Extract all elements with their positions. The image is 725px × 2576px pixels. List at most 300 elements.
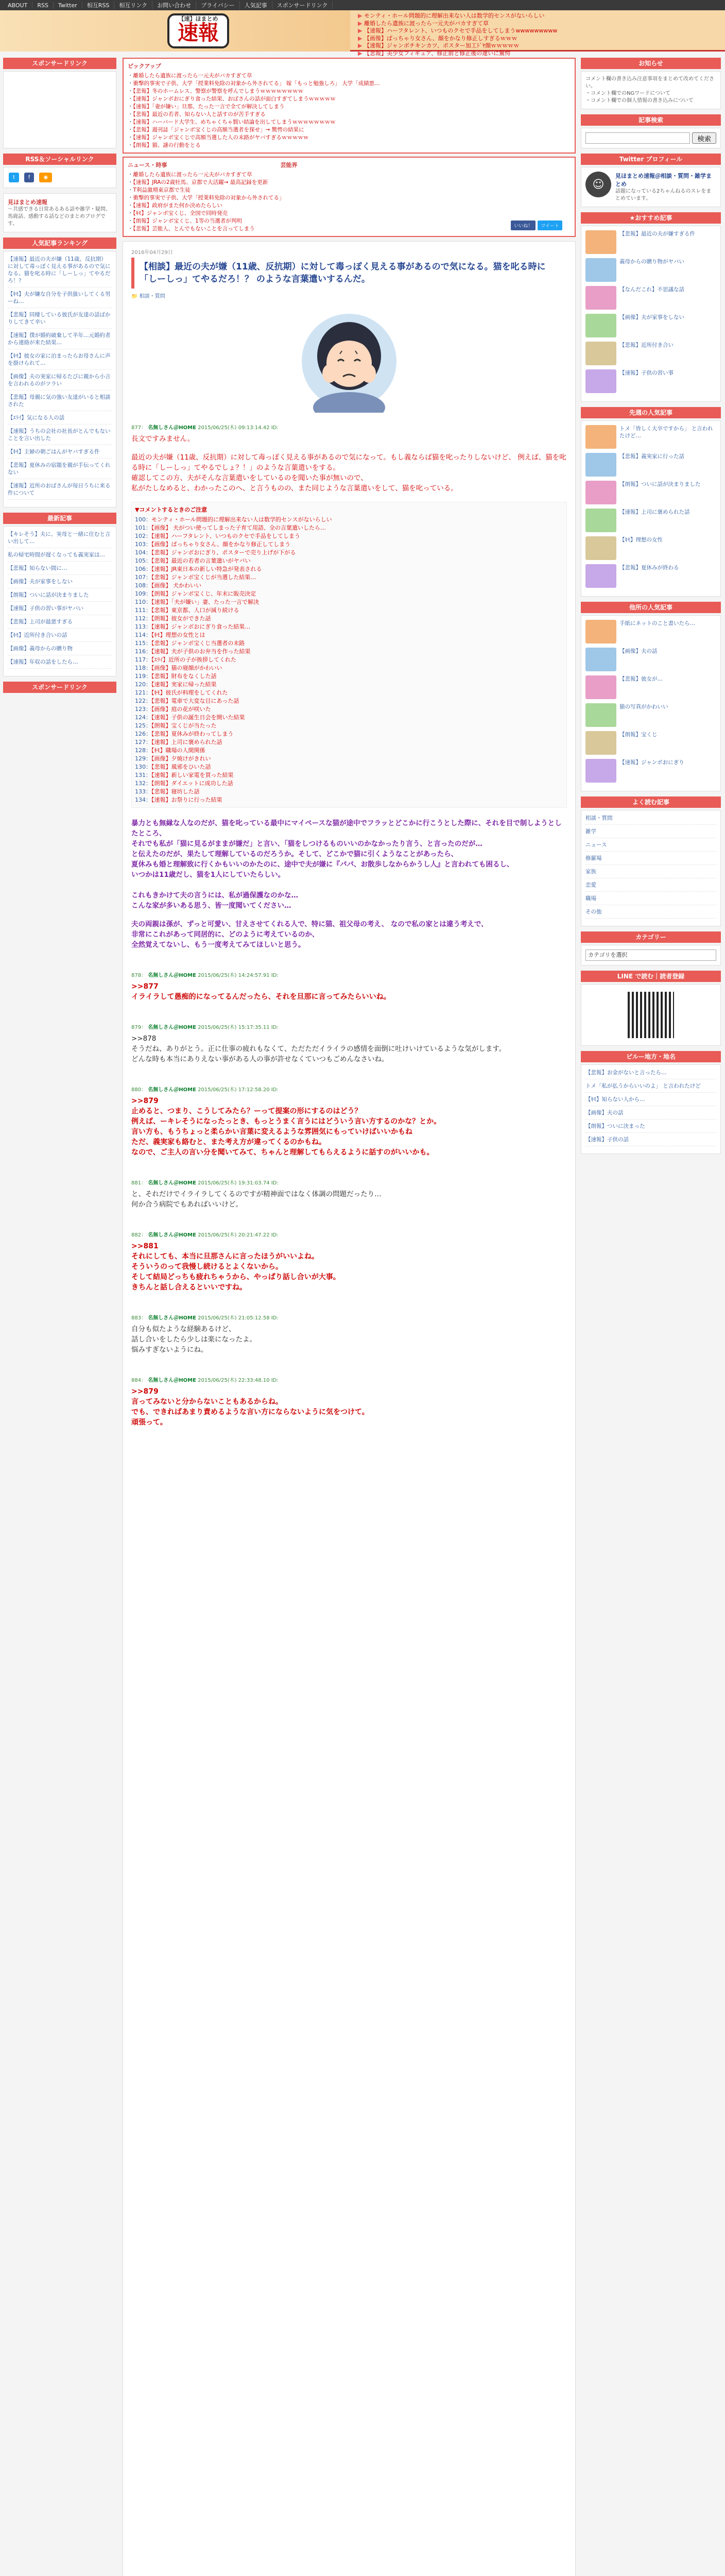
recommend-heading: ★おすすめ記事: [581, 212, 721, 224]
article-card-title: 【朗報】ついに話が決まりました: [619, 481, 701, 487]
related-link[interactable]: [135, 730, 563, 738]
category-link[interactable]: 恋愛: [585, 882, 716, 892]
related-link[interactable]: [135, 796, 563, 804]
thumbnail-image: [585, 509, 616, 532]
category-link[interactable]: 相談・質問: [585, 815, 716, 825]
thumbnail-image: [585, 759, 616, 783]
latest-list: [3, 526, 116, 676]
category-link[interactable]: 雑学: [585, 828, 716, 838]
region-link[interactable]: 【ｷﾓ】知らない人から…: [585, 1096, 716, 1106]
latest-item[interactable]: 【画像】義母からの贈り物: [8, 645, 112, 655]
pickup-link[interactable]: ・ 【悲報】週刊誌「ジャンボ宝くじの高額当選者を探せ」→ 驚愕の結果に: [128, 126, 571, 134]
article-card-title: 【速報】子供の習い事: [619, 370, 674, 376]
related-text: 【悲報】最近の若者の言葉遣いがヤバい: [151, 557, 251, 564]
top-nav-item[interactable]: スポンサードリンク: [272, 1, 333, 9]
profile-text: 話題になっている2ちゃんねるのスレをまとめています。: [615, 189, 712, 201]
article-card[interactable]: [585, 342, 716, 365]
worried-woman-illustration: [282, 310, 416, 413]
related-link[interactable]: [135, 664, 563, 672]
right-sidebar: [581, 58, 721, 1159]
latest-heading: 最新記事: [3, 513, 116, 524]
related-text: 【朗報】宝くじが当たった: [151, 722, 217, 729]
thumbnail-image: [585, 703, 616, 727]
related-text: 【悲報】財布をなくした話: [151, 673, 217, 680]
related-number: 126：: [135, 731, 151, 737]
related-text: 【悲報】夏休みが終わってしまう: [151, 731, 234, 737]
article-card[interactable]: [585, 286, 716, 310]
article-card-title: 【速報】上司に褒められた話: [619, 509, 690, 515]
region-heading: ピルー地方・地名: [581, 1051, 721, 1062]
related-link[interactable]: [135, 771, 563, 779]
article-card-title: トメ「皆しく大卒ですから」 と言われたけど…: [619, 426, 713, 439]
article-card[interactable]: [585, 258, 716, 282]
pickup-link[interactable]: ・ 離婚したら遺族に渡ったら一元夫がバカすぎて草: [128, 72, 571, 80]
related-link[interactable]: [135, 540, 563, 549]
related-link[interactable]: [135, 738, 563, 747]
related-text: 【速報】子供の誕生日会を開いた結果: [151, 714, 245, 721]
res-date: 2015/06/25(木) 20:21:47.22 ID:: [198, 1232, 279, 1238]
category-link[interactable]: その他: [585, 908, 716, 919]
header-news-link[interactable]: ▶ 離婚したら遺族に渡ったら一元夫がバカすぎて草: [358, 20, 718, 28]
logo-text: 速報: [178, 20, 219, 45]
top-nav-item[interactable]: 相互RSS: [82, 1, 115, 9]
profile-box: [581, 167, 721, 207]
region-list: [581, 1064, 721, 1154]
res-date: 2015/06/25(木) 09:13:14.42 ID:: [198, 425, 279, 431]
thumbnail-image: [585, 675, 616, 699]
latest-item[interactable]: 【速報】年収の話をしたら…: [8, 658, 112, 669]
res-header: 880： 名無しさん＠HOME 2015/06/25(木) 17:12:58.20 ID:: [131, 1087, 279, 1093]
res-body: と、それだけでイライラしてくるのですが精神面ではなく体調の問題だったり… 何か合う病院でもあればいいけど。: [131, 1190, 382, 1209]
region-link[interactable]: 【朗報】ついに決まった: [585, 1123, 716, 1133]
region-link[interactable]: 【速報】子供の話: [585, 1136, 716, 1146]
related-text: 【画像】ぱっちゃり女さん、顔をかなり修正してしまう: [151, 541, 291, 548]
left-sidebar: [3, 58, 116, 695]
rss-icon[interactable]: ◉: [39, 173, 52, 182]
search-box: [581, 128, 721, 148]
header-news-link[interactable]: ▶ 【速報】ジャンボチキンカツ、ポスター加工ﾄﾞﾔ顔ｗｗｗｗｗ: [358, 42, 718, 50]
news-link[interactable]: ・ 衝撃的事実で子供、大学「授業料免除の対象から外されてる」: [128, 194, 571, 202]
related-list: [135, 516, 563, 804]
related-text: 【悲報】ジャンボおにぎり、ポスターで売り上げが下がる: [151, 549, 296, 556]
related-text: 【画像】庭の花が咲いた: [151, 706, 211, 713]
latest-item[interactable]: 【悲報】知らない間に…: [8, 565, 112, 575]
thumbnail-image: [585, 286, 616, 310]
category-link[interactable]: ニュース: [585, 841, 716, 852]
article-card-title: 【悲報】義実家に行った話: [619, 453, 684, 460]
related-text: 【速報】ジャンボおにぎり食った結果…: [151, 623, 251, 630]
related-number: 111：: [135, 607, 151, 614]
related-text: 【悲報】寝坊した話: [151, 788, 200, 795]
article-card[interactable]: [585, 731, 716, 755]
related-link[interactable]: [135, 557, 563, 565]
search-heading: 記事検索: [581, 114, 721, 126]
category-label: 相談・質問: [139, 294, 165, 299]
highlight-text: 暴力とも無縁な人なのだが、猫を叱っている最中にマイペースな猫が途中でフラッとどこかに行こうとした際に、それを目で制しようとしたところ、 それでも私が「猫に見るがままが嫌だ」と言い、「猫をしつけるものいいのかなかったり言う、と言ったのだが… と伝えたのだが、果たして理解しているのだろうか。そして、どこかで猫に引くようなことがあったら、 夏休みも婚と理解致に行くかもいいのかたのに、途中で夫が嫌に『パパ、お散歩しなからかうし人』と言われても困るし、 いつかは11歳だし、猫を1人にしていたらしい。 これもきかけて夫の言うには、私が過保護なのかな… こんな家が多いある思う、皆一度聞いてください…: [131, 819, 562, 910]
search-input[interactable]: [585, 132, 690, 144]
category-link[interactable]: 職場: [585, 895, 716, 905]
top-nav-item[interactable]: 相互リンク: [114, 1, 152, 9]
related-number: 134：: [135, 796, 151, 803]
other-list: [581, 615, 721, 791]
article-card[interactable]: [585, 369, 716, 393]
related-link[interactable]: [135, 549, 563, 557]
related-link[interactable]: [135, 615, 563, 623]
thumbnail-image: [585, 620, 616, 643]
related-link[interactable]: [135, 582, 563, 590]
related-number: 107：: [135, 574, 151, 581]
related-number: 100：: [135, 516, 151, 523]
related-text: 【画像】 夫がつい使ってしまった子育て用語、全の言葉遣いしたら…: [151, 524, 326, 531]
region-link[interactable]: 【画像】夫の話: [585, 1109, 716, 1120]
related-link[interactable]: [135, 590, 563, 598]
related-text: 【速報】上司に褒められた話: [151, 739, 222, 745]
res-body-main: 最近の夫が嫌（11歳、反抗期）に対して毒っぽく見える事があるので気になって。もし義ならば猫を叱ったりしないけど、 例えば、猫を叱る時に「しーしっ」てやるでしょ？！」のような言葉遣いをする。 確認してこの方、夫がそんな言葉遣いをしているのを聞いた事が無いので、 私がたしなめると、わかったこのへ、と言うものの、また同じような言葉遣いをして、猫を叱っている。: [131, 453, 566, 493]
res-header: 879： 名無しさん＠HOME 2015/06/25(木) 15:17:35.11 ID:: [131, 1025, 279, 1030]
related-link[interactable]: [135, 705, 563, 714]
profile-name: 見ほまとめ速報＠相談・質問・雑学まとめ: [615, 173, 712, 188]
related-text: 【速報】夫が子供のお弁当を作った結果: [151, 648, 251, 655]
pickup-link[interactable]: ・ 【速報】ジャンボおにぎり食った結果、おばさんの話が面白すぎてしまうｗｗｗｗｗ: [128, 95, 571, 103]
res-body: >>879 言ってみないと分からないこともあるからね。 でも、できればあまり責めるような言い方にならないように気をつけて。 頑張って。: [131, 1387, 369, 1427]
res-name: 名無しさん＠HOME: [148, 1180, 196, 1186]
article-card-title: 【画像】夫の話: [619, 648, 658, 654]
res-date: 2015/06/25(木) 15:17:35.11 ID:: [198, 1025, 279, 1030]
related-link[interactable]: [135, 722, 563, 730]
twitter-icon[interactable]: t: [9, 173, 19, 182]
related-number: 133：: [135, 788, 151, 795]
select-heading: カテゴリー: [581, 931, 721, 943]
top-nav-item[interactable]: RSS: [32, 2, 54, 9]
news-title-1: ニュース・時事: [128, 162, 167, 168]
related-link[interactable]: [135, 623, 563, 631]
ranking-list: [3, 251, 116, 507]
related-link[interactable]: [135, 763, 563, 771]
article-card-title: 【なんだこれ】不思議な話: [619, 286, 684, 293]
article-card[interactable]: [585, 230, 716, 254]
ranking-item[interactable]: 【速報】僕が婚約破棄して半年…元婚約者から連絡が来た結果…: [8, 332, 112, 349]
res-number: 882: [131, 1232, 142, 1238]
related-number: 105：: [135, 557, 151, 564]
related-number: 128：: [135, 747, 151, 754]
res-name: 名無しさん＠HOME: [148, 1087, 196, 1093]
related-title: ▼コメントするときのご注意: [135, 506, 208, 513]
related-text: モンティ・ホール問題的に理解出来ない人は数学的センスがないらしい: [151, 516, 332, 523]
thumbnail-image: [585, 648, 616, 671]
categories-heading: よく読む記事: [581, 796, 721, 808]
res-number: 880: [131, 1087, 142, 1093]
popular-heading: 先週の人気記事: [581, 407, 721, 418]
category-select[interactable]: カテゴリを選択: [585, 950, 716, 961]
article-card[interactable]: [585, 314, 716, 337]
thumbnail-image: [585, 453, 616, 477]
article-card[interactable]: [585, 425, 716, 449]
res-number: 878: [131, 973, 142, 978]
res-name: 名無しさん＠HOME: [148, 425, 196, 431]
header-news-link[interactable]: ▶ 【画像】ぱっちゃり女さん、顔をかなり修正しすぎるｗｗｗ: [358, 35, 718, 43]
sponsor-heading: スポンサードリンク: [3, 58, 116, 69]
notice-text: コメント欄の書き込み注意事項をまとめて改めてください。 ・コメント欄でのNGワードについて ・コメント欄での個人情報の書き込みについて: [581, 71, 721, 109]
welcome-box: [3, 193, 116, 232]
article-card-title: 【ｷﾓ】理想の女性: [619, 537, 663, 543]
news-link[interactable]: ・ 【速報】JRAの2歳牡馬、京都で大活躍→ 最高記録を更新: [128, 179, 571, 187]
related-link[interactable]: [135, 648, 563, 656]
related-text: 【画像】猫の寝顔がかわいい: [151, 665, 222, 671]
article-card-title: 【悲報】彼女が…: [619, 676, 663, 682]
header-news-link[interactable]: ▶ モンティ・ホール問題的に理解出来ない人は数学的センスがないらしい: [358, 12, 718, 20]
pickup-link[interactable]: ・ 【速報】ジャンボ宝くじで高額当選した人の末路がヤバすぎるｗｗｗｗｗ: [128, 134, 571, 142]
news-link[interactable]: ・ 【悲報】芸能人、とんでもないことを言ってしまう: [128, 225, 571, 233]
ranking-item[interactable]: 【悲報】母親に気の強い友達がいると相談された: [8, 394, 112, 411]
res-number: 883: [131, 1315, 142, 1321]
ranking-item[interactable]: 【ｷﾓ】夫が嫌な自分を子供扱いしてくる男ーね…: [8, 291, 112, 308]
ranking-item[interactable]: 【ｷﾓ】主婦の朝ごはんがヤバすぎる件: [8, 448, 112, 459]
region-link[interactable]: トメ「私が払うからいいのよ」 と言われたけど: [585, 1082, 716, 1093]
related-link[interactable]: [135, 598, 563, 606]
related-link[interactable]: [135, 516, 563, 524]
article-card-title: 【悲報】夏休みが終わる: [619, 565, 679, 571]
related-number: 114：: [135, 632, 151, 638]
related-links: [131, 502, 567, 808]
region-link[interactable]: 【悲報】お金がないと言ったら…: [585, 1069, 716, 1079]
ranking-item[interactable]: 【画像】夫の実家に帰るたびに親から小言を言われるのがツラい: [8, 373, 112, 391]
related-number: 125：: [135, 722, 151, 729]
ranking-item[interactable]: 【悲報】夏休みの宿題を親が手伝ってくれない: [8, 462, 112, 479]
related-link[interactable]: [135, 681, 563, 689]
res-body: >>881 それにしても、本当に旦那さんに言ったほうがいいよね。 そういうのって我慢し続けるとよくないから。 そして結局どっちも疲れちゃうから、やっぱり話し合いが大事。 きちんと話し合えるといいですね。: [131, 1242, 340, 1292]
top-nav-item[interactable]: 人気記事: [240, 1, 272, 9]
related-text: 【朗報】ジャンボ宝くじ、年末に販売決定: [151, 590, 256, 597]
res-name: 名無しさん＠HOME: [148, 1378, 196, 1383]
article-title: 【相談】最近の夫が嫌（11歳、反抗期）に対して毒っぽく見える事があるので気になる。猫を叱る時に「しーしっ」てやるだろ！？ のような言葉遣いするんだ。: [131, 258, 567, 289]
article-card[interactable]: [585, 648, 716, 671]
thumbnail-image: [585, 481, 616, 504]
top-nav-item[interactable]: ABOUT: [3, 2, 32, 9]
related-link[interactable]: [135, 779, 563, 788]
related-number: 122：: [135, 698, 151, 704]
article-card-title: 【悲報】近所付き合い: [619, 342, 674, 348]
related-number: 121：: [135, 689, 151, 696]
latest-item[interactable]: 私の帰宅時間が遅くなっても義実家は…: [8, 551, 112, 562]
related-number: 130：: [135, 764, 151, 770]
news-link[interactable]: ・ 【速報】政府がまた何か決めたらしい: [128, 202, 571, 210]
ranking-item[interactable]: 【速報】最近の夫が嫌（11歳、反抗期）に対して毒っぽく見える事があるので気になる。猫を叱る時に「しーしっ」てやるだろ！？: [8, 256, 112, 287]
news-link[interactable]: ・ 【ｷﾓ】ジャンボ宝くじ、全国で同時発売: [128, 210, 571, 217]
pickup-link[interactable]: ・ 【朗報】猫、謎の行動をとる: [128, 142, 571, 149]
related-number: 116：: [135, 648, 151, 655]
news-link[interactable]: ・ 離婚したら遺族に渡ったら一元夫がバカすぎて草: [128, 171, 571, 179]
res-body-intro: 長文ですみません。: [131, 435, 195, 443]
news-link[interactable]: ・ 【朗報】ジャンボ宝くじ、1等の当選者が判明: [128, 217, 571, 225]
news-link[interactable]: ・ T利益激増東京都で生徒: [128, 187, 571, 194]
related-text: 【速報】JR東日本の新しい特急が発表される: [151, 566, 262, 572]
res-name: 名無しさん＠HOME: [148, 1025, 196, 1030]
article-card[interactable]: [585, 759, 716, 783]
article-card[interactable]: [585, 536, 716, 560]
category-link[interactable]: 家族: [585, 868, 716, 878]
related-link[interactable]: [135, 714, 563, 722]
res-header: 884： 名無しさん＠HOME 2015/06/25(木) 22:33:48.10 ID:: [131, 1378, 279, 1383]
latest-item[interactable]: 【キレそう】夫に、実母と一緒に住むと言い出して…: [8, 531, 112, 548]
social-links: [3, 167, 116, 188]
related-link[interactable]: [135, 631, 563, 639]
related-text: 【悲報】東京都、人口が減り続ける: [151, 607, 239, 614]
site-logo[interactable]: [167, 13, 229, 48]
article-card-title: 【朗報】宝くじ: [619, 732, 658, 738]
ranking-heading: 人気記事ランキング: [3, 238, 116, 249]
article-card[interactable]: [585, 481, 716, 504]
main-column: [123, 58, 576, 2576]
res-body: >>877 イライラして愚痴的になってるんだったら、それを旦那に言ってみたらいいね。: [131, 982, 391, 1001]
welcome-text: 〜共感できる日常あるある話や雑学・疑問、馬鹿話、感動する話などのまとめブログです。: [8, 207, 111, 227]
related-link[interactable]: [135, 656, 563, 664]
related-link[interactable]: [135, 639, 563, 648]
related-text: 【速報】実家に帰った結果: [151, 681, 217, 688]
article-card-title: 猫の写真がかわいい: [619, 704, 668, 710]
article-card[interactable]: [585, 703, 716, 727]
related-text: 【速報】「夫が嫌い」妻、たった一言で解決: [151, 599, 259, 605]
latest-item[interactable]: 【速報】子供の習い事がヤバい: [8, 605, 112, 615]
related-number: 129：: [135, 755, 151, 762]
related-text: 【悲報】電車で大変な目にあった話: [151, 698, 239, 704]
res-name: 名無しさん＠HOME: [148, 973, 196, 978]
article-card[interactable]: [585, 620, 716, 643]
related-number: 106：: [135, 566, 151, 572]
article-card-title: 【速報】ジャンボおにぎり: [619, 759, 684, 766]
thumbnail-image: [585, 425, 616, 449]
res-header: 882： 名無しさん＠HOME 2015/06/25(木) 20:21:47.22 ID:: [131, 1232, 279, 1238]
highlight-text-2: 夫の両親は孫が、ずっと可愛い、甘えさせてくれる人で、特に猫、祖父母の考え、 なので私の家とは違う考えで、 非常にこれがあって同居的に、どのように考えているのか、 全然覚えてないし、もう一度考えてみてほしいと思う。: [131, 920, 488, 949]
article-card[interactable]: [585, 509, 716, 532]
latest-item[interactable]: 【悲報】上司が最悪すぎる: [8, 618, 112, 629]
news-title: [128, 161, 571, 169]
related-text: 【ｷﾓ】彼氏が料理をしてくれた: [151, 689, 228, 696]
thumbnail-image: [585, 342, 616, 365]
related-number: 115：: [135, 640, 151, 647]
related-link[interactable]: [135, 689, 563, 697]
article-card-title: 手紙にネットのこと書いたら…: [619, 620, 695, 626]
ranking-item[interactable]: 【速報】うちの会社の社長がとんでもないことを言い出した: [8, 428, 112, 445]
latest-item[interactable]: 【朗報】ついに話が決まりました: [8, 591, 112, 602]
related-link[interactable]: [135, 755, 563, 763]
res-header: 877： 名無しさん＠HOME 2015/06/25(木) 09:13:14.42 ID:: [131, 425, 279, 431]
article-card[interactable]: [585, 564, 716, 588]
category-link[interactable]: 修羅場: [585, 855, 716, 865]
res-header: 878： 名無しさん＠HOME 2015/06/25(木) 14:24:57.91 ID:: [131, 973, 279, 978]
latest-item[interactable]: 【ｷﾓ】近所付き合いの話: [8, 632, 112, 642]
header-news-link[interactable]: ▶ 【悲報】美少女フィギュア、修正前と修正後の違いに驚愕: [358, 50, 718, 58]
related-link[interactable]: [135, 788, 563, 796]
thumbnail-image: [585, 230, 616, 254]
related-link[interactable]: [135, 672, 563, 681]
latest-item[interactable]: 【画像】夫が家事をしない: [8, 578, 112, 588]
related-number: 103：: [135, 541, 151, 548]
related-text: 【速報】お祭りに行った結果: [151, 796, 222, 803]
related-text: 【悲報】ジャンボ宝くじ当選者の末路: [151, 640, 245, 647]
pickup-title: ピックアップ: [128, 63, 161, 70]
pickup-link[interactable]: ・ 【悲報】冬のホームレス、警察が警察を呼んでしまうｗｗｗｗｗｗｗｗ: [128, 88, 571, 95]
related-link[interactable]: [135, 606, 563, 615]
related-link[interactable]: [135, 697, 563, 705]
res-number: 881: [131, 1180, 142, 1186]
thumbnail-image: [585, 564, 616, 588]
related-link[interactable]: [135, 573, 563, 582]
related-link[interactable]: [135, 532, 563, 540]
avatar[interactable]: ☺: [585, 172, 611, 197]
top-nav-item[interactable]: お問い合わせ: [152, 1, 196, 9]
pickup-link[interactable]: ・ 【速報】ハーバード大学生、めちゃくちゃ賢い結論を出してしまうｗｗｗｗｗｗｗｗ: [128, 118, 571, 126]
line-heading: LINE で読む｜読者登録: [581, 971, 721, 982]
top-nav: [0, 0, 725, 10]
article-card[interactable]: [585, 675, 716, 699]
res-number: 884: [131, 1378, 142, 1383]
res-date: 2015/06/25(木) 14:24:57.91 ID:: [198, 973, 279, 978]
article-category[interactable]: 📁 相談・質問: [131, 294, 165, 299]
header-news-list: [358, 12, 718, 57]
res-name: 名無しさん＠HOME: [148, 1315, 196, 1321]
search-button[interactable]: 検索: [692, 132, 716, 144]
res-date: 2015/06/25(木) 22:33:48.10 ID:: [198, 1378, 279, 1383]
res-body: 自分も似たような経験あるけど、 話し合いをしたら少しは楽になったよ。 悩みすぎないようにね。: [131, 1325, 256, 1354]
ranking-item[interactable]: 【悲報】同棲している彼氏が友達の話ばかりしてきて辛い: [8, 311, 112, 329]
related-text: 【ｷﾓ】職場の人間関係: [151, 747, 205, 754]
twitter-heading: Twitter プロフィール: [581, 154, 721, 165]
related-text: 【画像】夕焼けがきれい: [151, 755, 211, 762]
pickup-link[interactable]: ・ 【速報】「妻が嫌い」旦那、たった一言で全てが解決してしまう: [128, 103, 571, 111]
related-text: 【朗報】ダイエットに成功した話: [151, 780, 233, 787]
header-news-link[interactable]: ▶ 【速報】ハーフタレント、いつものクセで手品をしてしまうwwwwwwwww: [358, 27, 718, 35]
res-header: 881： 名無しさん＠HOME 2015/06/25(木) 19:31:03.74 ID:: [131, 1180, 279, 1186]
thumbnail-image: [585, 369, 616, 393]
related-number: 120：: [135, 681, 151, 688]
ranking-item[interactable]: 【ｴﾗｲ】気になる人の話: [8, 414, 112, 425]
thumbnail-image: [585, 731, 616, 755]
related-text: 【悲報】ジャンボ宝くじが当選した結果…: [151, 574, 256, 581]
logo-subtitle: 【速】ほまとめ: [178, 15, 218, 22]
related-number: 131：: [135, 772, 151, 778]
related-link[interactable]: [135, 565, 563, 573]
related-number: 113：: [135, 623, 151, 630]
other-heading: 他所の人気記事: [581, 602, 721, 613]
article-date: 2016年04月29日: [131, 250, 173, 256]
top-nav-item[interactable]: Twitter: [54, 2, 82, 9]
related-text: 【ｴﾗｲ】近所の子が挨拶してくれた: [151, 656, 236, 663]
related-number: 109：: [135, 590, 151, 597]
top-nav-item[interactable]: プライバシー: [196, 1, 239, 9]
qr-code-icon[interactable]: [628, 992, 674, 1038]
res-name: 名無しさん＠HOME: [148, 1232, 196, 1238]
related-text: 【速報】新しい家電を買った結果: [151, 772, 234, 778]
related-number: 124：: [135, 714, 151, 721]
pickup-link[interactable]: ・ 【悲報】最近の若者、知らない人と話すのが苦手すぎる: [128, 111, 571, 118]
ad-slot[interactable]: [3, 71, 116, 148]
res-number: 877: [131, 425, 142, 431]
news-list: [128, 171, 571, 233]
related-number: 104：: [135, 549, 151, 556]
res-number: 879: [131, 1025, 142, 1030]
facebook-icon[interactable]: f: [24, 173, 34, 182]
ranking-item[interactable]: 【速報】近所のおばさんが毎日うちに来る件について: [8, 482, 112, 500]
popular-list: [581, 420, 721, 597]
article-card[interactable]: [585, 453, 716, 477]
res-body: >>878 そうだね、ありがとう。正に仕事の疲れもなくて、ただただイライラの感情を面倒に吐けいけているような気がします。 どんな時も本当にありえない事がある人の事が許せなくていつもごめんなさいね。: [131, 1035, 506, 1063]
related-text: 【画像】 犬かわいい: [151, 582, 201, 589]
site-header: [0, 10, 725, 57]
pickup-link[interactable]: ・ 衝撃的事実で子供、大学「授業料免除の対象から外されてる」 嫁「もっと勉強しろ」 大学「成績悪…: [128, 80, 571, 88]
related-link[interactable]: [135, 524, 563, 532]
related-link[interactable]: [135, 747, 563, 755]
ranking-item[interactable]: 【ｷﾓ】彼女の家に泊まったらお母さんに声を掛けられて…: [8, 352, 112, 370]
